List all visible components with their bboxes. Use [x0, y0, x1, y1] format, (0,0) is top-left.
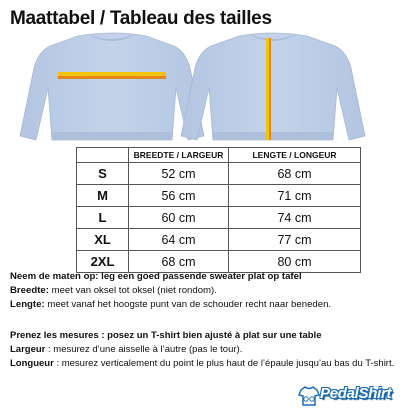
- table-row: [77, 229, 361, 251]
- table-row: [77, 185, 361, 207]
- sweater-hem: [213, 132, 333, 140]
- width-cell: 52 cm: [129, 163, 229, 185]
- instruction-length: Lengte: meet vanaf het hoogste punt van de schouder recht naar beneden.: [10, 299, 332, 310]
- tshirt-icon: [298, 385, 320, 407]
- logo-text: PedalShirt: [320, 385, 392, 402]
- size-cell: M: [77, 185, 129, 207]
- instructions-heading: Prenez les mesures : posez un T-shirt bien ajusté à plat sur une table: [10, 330, 322, 341]
- length-measure-orange: [269, 38, 271, 140]
- sweater-hem: [52, 132, 172, 140]
- size-cell: S: [77, 163, 129, 185]
- table-header-cell: LENGTE / LONGEUR: [229, 148, 361, 163]
- width-measure-orange: [58, 76, 166, 79]
- table-header-cell: BREEDTE / LARGEUR: [129, 148, 229, 163]
- page-title: Maattabel / Tableau des tailles: [10, 8, 272, 29]
- table-header-cell: [77, 148, 129, 163]
- instructions-french: [10, 329, 410, 371]
- size-table: [76, 147, 361, 273]
- instruction-width: Breedte: meet van oksel tot oksel (niet rondom).: [10, 285, 217, 296]
- length-cell: 77 cm: [229, 229, 361, 251]
- length-cell: 71 cm: [229, 185, 361, 207]
- table-row: [77, 163, 361, 185]
- length-cell: 68 cm: [229, 163, 361, 185]
- size-cell: XL: [77, 229, 129, 251]
- width-cell: 56 cm: [129, 185, 229, 207]
- table-header-row: [77, 148, 361, 163]
- width-cell: 60 cm: [129, 207, 229, 229]
- size-cell: L: [77, 207, 129, 229]
- length-cell: 80 cm: [229, 251, 361, 273]
- instruction-length: Longueur : mesurez verticalement du point le plus haut de l’épaule jusqu’au bas du T-shirt.: [10, 358, 395, 369]
- instructions-heading: Neem de maten op: leg een goed passende sweater plat op tafel: [10, 271, 302, 282]
- size-cell: 2XL: [77, 251, 129, 273]
- sweater-front-length-illustration: [177, 28, 369, 146]
- instruction-width: Largeur : mesurez d’une aisselle à l’autre (pas le tour).: [10, 344, 243, 355]
- width-measure-yellow: [58, 72, 166, 76]
- length-cell: 74 cm: [229, 207, 361, 229]
- width-cell: 64 cm: [129, 229, 229, 251]
- sweater-body: [181, 33, 365, 140]
- table-row: [77, 207, 361, 229]
- pedalshirt-logo: [298, 382, 410, 410]
- width-cell: 68 cm: [129, 251, 229, 273]
- instructions-dutch: [10, 270, 410, 312]
- length-measure-yellow: [266, 38, 269, 140]
